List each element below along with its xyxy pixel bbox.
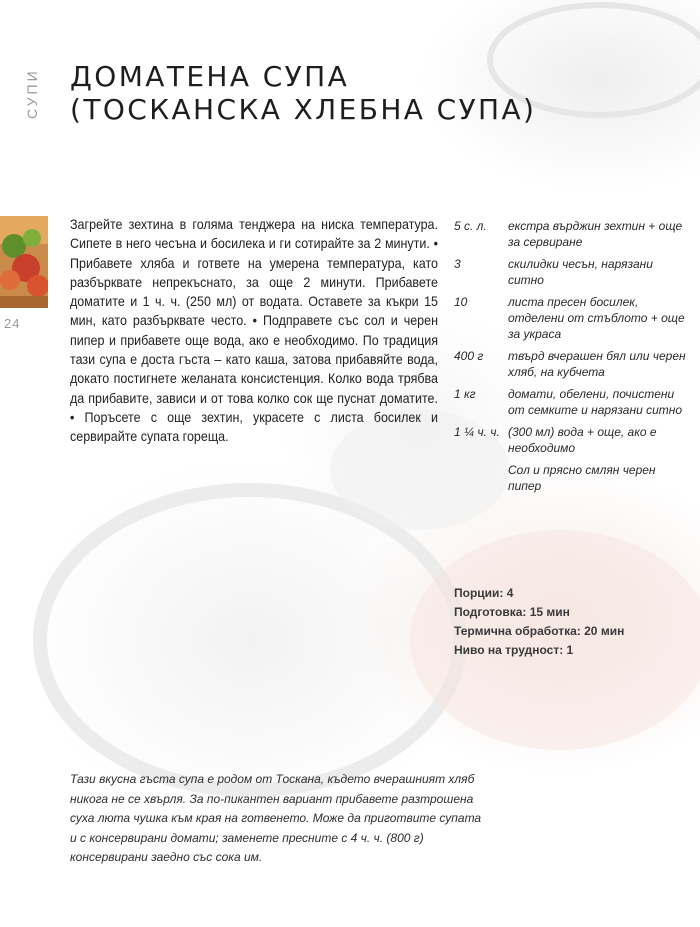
servings-info: Порции: 4 (454, 586, 514, 600)
ingredient-description: домати, обелени, почистени от семките и нарязани ситно (508, 387, 683, 417)
ingredient-row (454, 294, 690, 342)
ingredient-row (454, 386, 690, 418)
ingredient-quantity: 5 с. л. (454, 219, 487, 233)
ingredient-row (454, 424, 690, 456)
recipe-note: Тази вкусна гъста супа е родом от Тоскана, където вчерашният хляб никога не се хвърля. За по-пикантен вариант прибавете разтрошена суха люта чушка към края на готвенето. Може да приготвите супата и с консервирани домати; заменете пресните с 4 ч. ч. (800 г) консервирани заедно със сока им. (70, 772, 482, 864)
ingredient-quantity: 400 г (454, 349, 484, 363)
ingredient-row (454, 256, 690, 288)
title-line-1: ДОМАТЕНА СУПА (70, 60, 350, 93)
ingredient-quantity: 10 (454, 295, 468, 309)
ingredient-description: (300 мл) вода + още, ако е необходимо (508, 425, 657, 455)
ingredient-description: скилидки чесън, нарязани ситно (508, 257, 653, 287)
soup-thumbnail-image (0, 216, 48, 308)
cook-time-info: Термична обработка: 20 мин (454, 624, 625, 638)
ingredient-description: листа пресен босилек, отделени от стъблото + още за украса (508, 295, 685, 341)
difficulty-info: Ниво на трудност: 1 (454, 643, 574, 657)
ingredient-quantity: 3 (454, 257, 461, 271)
ingredient-quantity: 1 ¼ ч. ч. (454, 425, 500, 439)
page-number: 24 (4, 316, 21, 331)
ingredient-row (454, 218, 690, 250)
page-title (70, 60, 536, 126)
ingredient-quantity (454, 462, 508, 494)
ingredient-description: Сол и прясно смлян черен пипер (508, 463, 656, 493)
ingredient-row (454, 348, 690, 380)
ingredients-list (454, 218, 690, 500)
ingredient-quantity: 1 кг (454, 387, 476, 401)
ingredient-description: екстра върджин зехтин + още за сервиране (508, 219, 683, 249)
ingredient-row (454, 462, 690, 494)
ingredient-description: твърд вчерашен бял или черен хляб, на кубчета (508, 349, 686, 379)
prep-time-info: Подготовка: 15 мин (454, 605, 570, 619)
method-text: Загрейте зехтина в голяма тенджера на ниска температура. Сипете в него чесъна и босилека и ги сотирайте за 2 минути. • Прибавете хляба и гответе на умерена температура, като разбърквате непрекъснато, за още 2 минути. Прибавете доматите и 1 ч. ч. (250 мл) от водата. Оставете за къкри 15 мин, като разбърквате често. • Подправете със сол и черен пипер и прибавете още вода, ако е необходимо. По традиция тази супа е доста гъста – като каша, затова прибавяйте вода, докато постигнете желаната консистенция. Колко вода трябва да прибавите, зависи и от това колко сок ще пуснат доматите. • Поръсете с още зехтин, украсете с листа босилек и сервирайте супата гореща. (70, 217, 438, 445)
recipe-info (454, 584, 624, 660)
title-line-2: (ТОСКАНСКА ХЛЕБНА СУПА) (70, 93, 537, 126)
section-label: СУПИ (24, 68, 40, 120)
